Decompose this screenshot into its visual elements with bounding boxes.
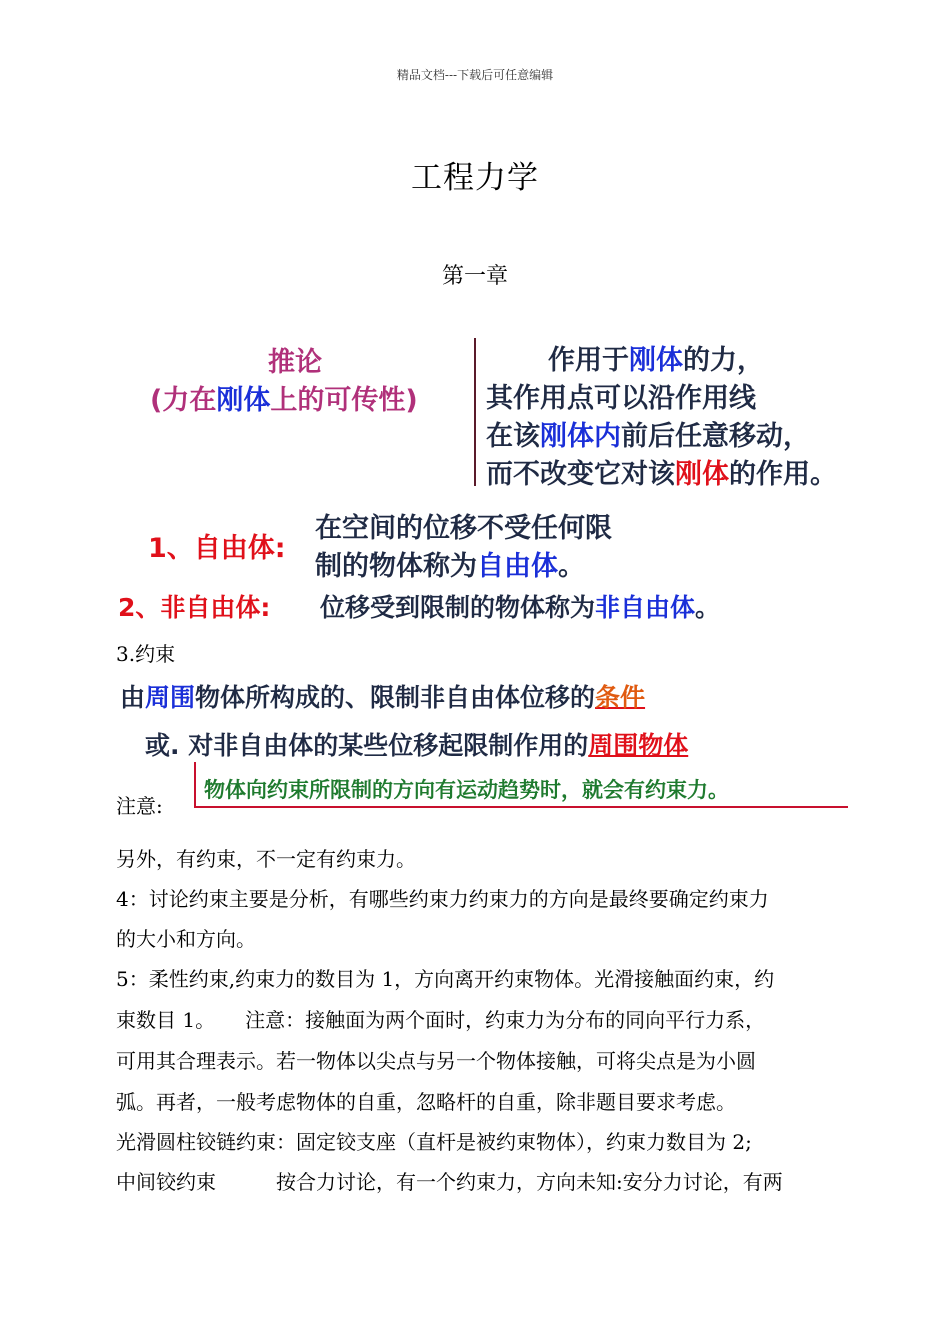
note-label: 注意: [116,794,163,818]
body-line: 4：讨论约束主要是分析，有哪些约束力约束力的方向是最终要确定约束力 [116,887,769,911]
body-line: 束数目 1。 注意：接触面为两个面时，约束力为分布的同向平行力系， [116,1008,766,1032]
free-body-label: 1、自由体: [148,533,286,564]
page-header: 精品文档---下载后可任意编辑 [396,68,554,82]
inference-subtitle: (力在刚体上的可传性) [150,385,418,416]
inference-line-2: 其作用点可以沿作用线 [486,383,756,414]
non-free-body-def: 位移受到限制的物体称为非自由体。 [320,593,721,622]
free-body-def-line-2: 制的物体称为自由体。 [315,551,585,582]
body-line: 另外，有约束，不一定有约束力。 [116,847,416,871]
inference-divider [474,338,476,486]
body-line: 弧。再者，一般考虑物体的自重，忽略杆的自重，除非题目要求考虑。 [116,1090,736,1114]
body-line: 5：柔性约束,约束力的数目为 1，方向离开约束物体。光滑接触面约束，约 [116,967,775,991]
inference-line-1: 作用于刚体的力， [548,345,764,376]
section-3-heading: 3.约束 [116,642,176,666]
free-body-def-line-1: 在空间的位移不受任何限 [315,513,612,544]
chapter-heading: 第一章 [441,264,508,289]
note-text: 物体向约束所限制的方向有运动趋势时，就会有约束力。 [204,777,729,802]
non-free-body-label: 2、非自由体: [118,593,271,622]
inference-title: 推论 [268,347,322,378]
document-title: 工程力学 [411,160,539,196]
constraint-def-line-2: 或. 对非自由体的某些位移起限制作用的周围物体 [145,731,689,760]
constraint-def-line-1: 由周围物体所构成的、限制非自由体位移的条件 [120,683,646,712]
body-line: 可用其合理表示。若一物体以尖点与另一个物体接触，可将尖点是为小圆 [116,1049,756,1073]
inference-line-4: 而不改变它对该刚体的作用。 [486,459,837,490]
body-line: 光滑圆柱铰链约束：固定铰支座（直杆是被约束物体），约束力数目为 2; [116,1130,752,1154]
inference-line-3: 在该刚体内前后任意移动， [486,421,810,452]
body-line: 中间铰约束 按合力讨论，有一个约束力，方向未知:安分力讨论，有两 [116,1170,783,1194]
body-line: 的大小和方向。 [116,927,256,951]
